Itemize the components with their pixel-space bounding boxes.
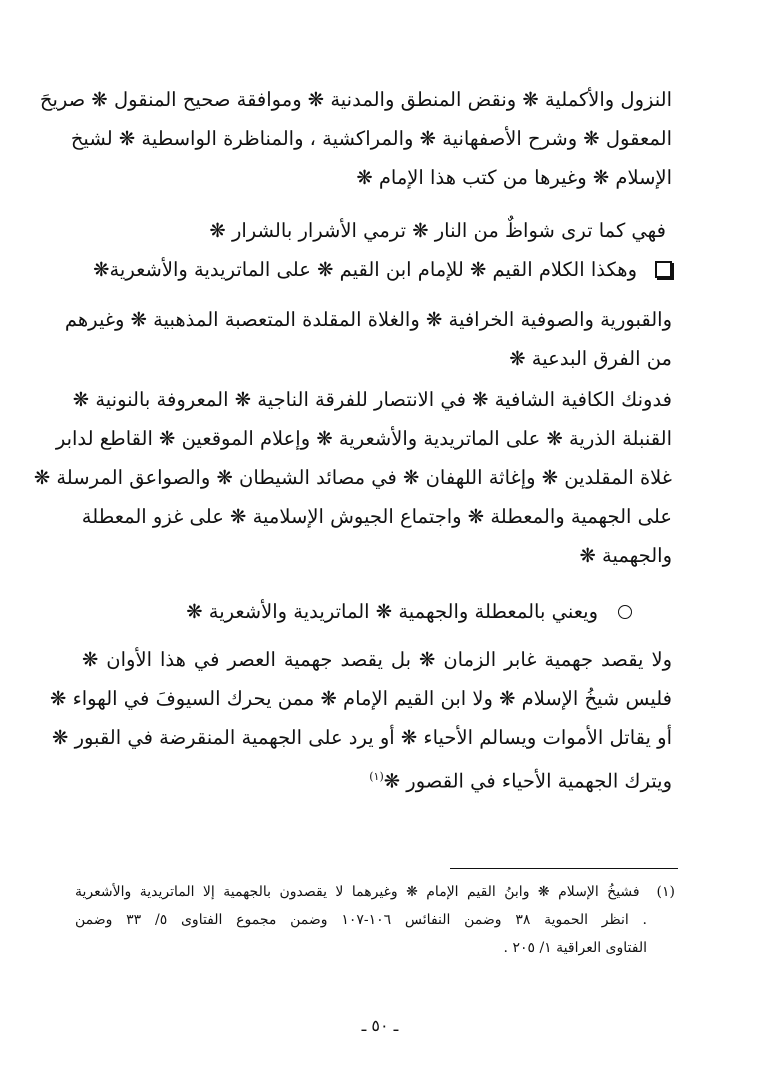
text-line — [82, 757, 672, 801]
footnote-line: . انظر الحموية ٣٨ وضمن النفائس ١٠٦-١٠٧ وضمن مجموع الفتاوى ٥/ ٣٣ وضمن — [75, 912, 647, 928]
square-bullet-icon — [655, 261, 672, 278]
circle-bullet-block — [82, 592, 672, 631]
footnote-line — [75, 878, 675, 906]
footnote-line: الفتاوى العراقية ١/ ٢٠٥ . — [503, 940, 647, 956]
paragraph-4 — [50, 640, 672, 801]
circle-bullet-item — [82, 592, 672, 631]
footnote-text: فشيخُ الإسلام ❋ وابنُ القيم الإمام ❋ وغيرهما لا يقصدون بالجهمية إلا الماتريدية والأشعرية — [75, 884, 640, 900]
paragraph-2 — [64, 300, 672, 378]
text-line: النزول والأكملية ❋ ونقض المنطق والمدنية ❋ وموافقة صحيح المنقول ❋ صريحَ — [39, 88, 672, 111]
text-line: فليس شيخُ الإسلام ❋ ولا ابن القيم الإمام ❋ ممن يحرك السيوفَ في الهواء ❋ — [50, 687, 672, 710]
verse-block — [82, 211, 672, 289]
circle-bullet-text: ويعني بالمعطلة والجهمية ❋ الماتريدية والأشعرية ❋ — [186, 600, 598, 623]
square-bullet-item — [82, 250, 672, 289]
text-line: غلاة المقلدين ❋ وإغاثة اللهفان ❋ في مصائد الشيطان ❋ والصواعق المرسلة ❋ — [33, 466, 672, 489]
verse-line: فهي كما ترى شواظٌ من النار ❋ ترمي الأشرار بالشرار ❋ — [209, 219, 666, 242]
text-line: فدونك الكافية الشافية ❋ في الانتصار للفرقة الناجية ❋ المعروفة بالنونية ❋ — [72, 388, 672, 411]
text-line: على الجهمية والمعطلة ❋ واجتماع الجيوش الإسلامية ❋ على غزو المعطلة — [81, 505, 672, 528]
footnote-number: (١) — [656, 884, 675, 900]
text-line: ولا يقصد جهمية غابر الزمان ❋ بل يقصد جهمية العصر في هذا الأوان ❋ — [82, 648, 672, 671]
text-line: أو يقاتل الأموات ويسالم الأحياء ❋ أو يرد على الجهمية المنقرضة في القبور ❋ — [52, 726, 672, 749]
footnote-divider — [450, 868, 678, 869]
text-line: من الفرق البدعية ❋ — [509, 347, 672, 370]
text-line: والجهمية ❋ — [579, 544, 672, 567]
text-line: القنبلة الذرية ❋ على الماتريدية والأشعرية ❋ وإعلام الموقعين ❋ القاطع لدابر — [55, 427, 672, 450]
page-number: ـ ٥٠ ـ — [361, 1016, 399, 1035]
text-line: الإسلام ❋ وغيرها من كتب هذا الإمام ❋ — [356, 166, 672, 189]
paragraph-1 — [39, 80, 672, 197]
footnotes — [75, 878, 675, 962]
footnote-reference[interactable]: (١) — [369, 770, 384, 783]
text-line-content: ويترك الجهمية الأحياء في القصور ❋ — [383, 769, 672, 793]
square-bullet-text: وهكذا الكلام القيم ❋ للإمام ابن القيم ❋ على الماتريدية والأشعرية❋ — [93, 258, 637, 281]
circle-bullet-icon — [618, 605, 632, 619]
paragraph-3 — [33, 380, 672, 575]
text-line: والقبورية والصوفية الخرافية ❋ والغلاة المقلدة المتعصبة المذهبية ❋ وغيرهم — [64, 308, 672, 331]
text-line: المعقول ❋ وشرح الأصفهانية ❋ والمراكشية ، والمناظرة الواسطية ❋ لشيخ — [70, 127, 672, 150]
